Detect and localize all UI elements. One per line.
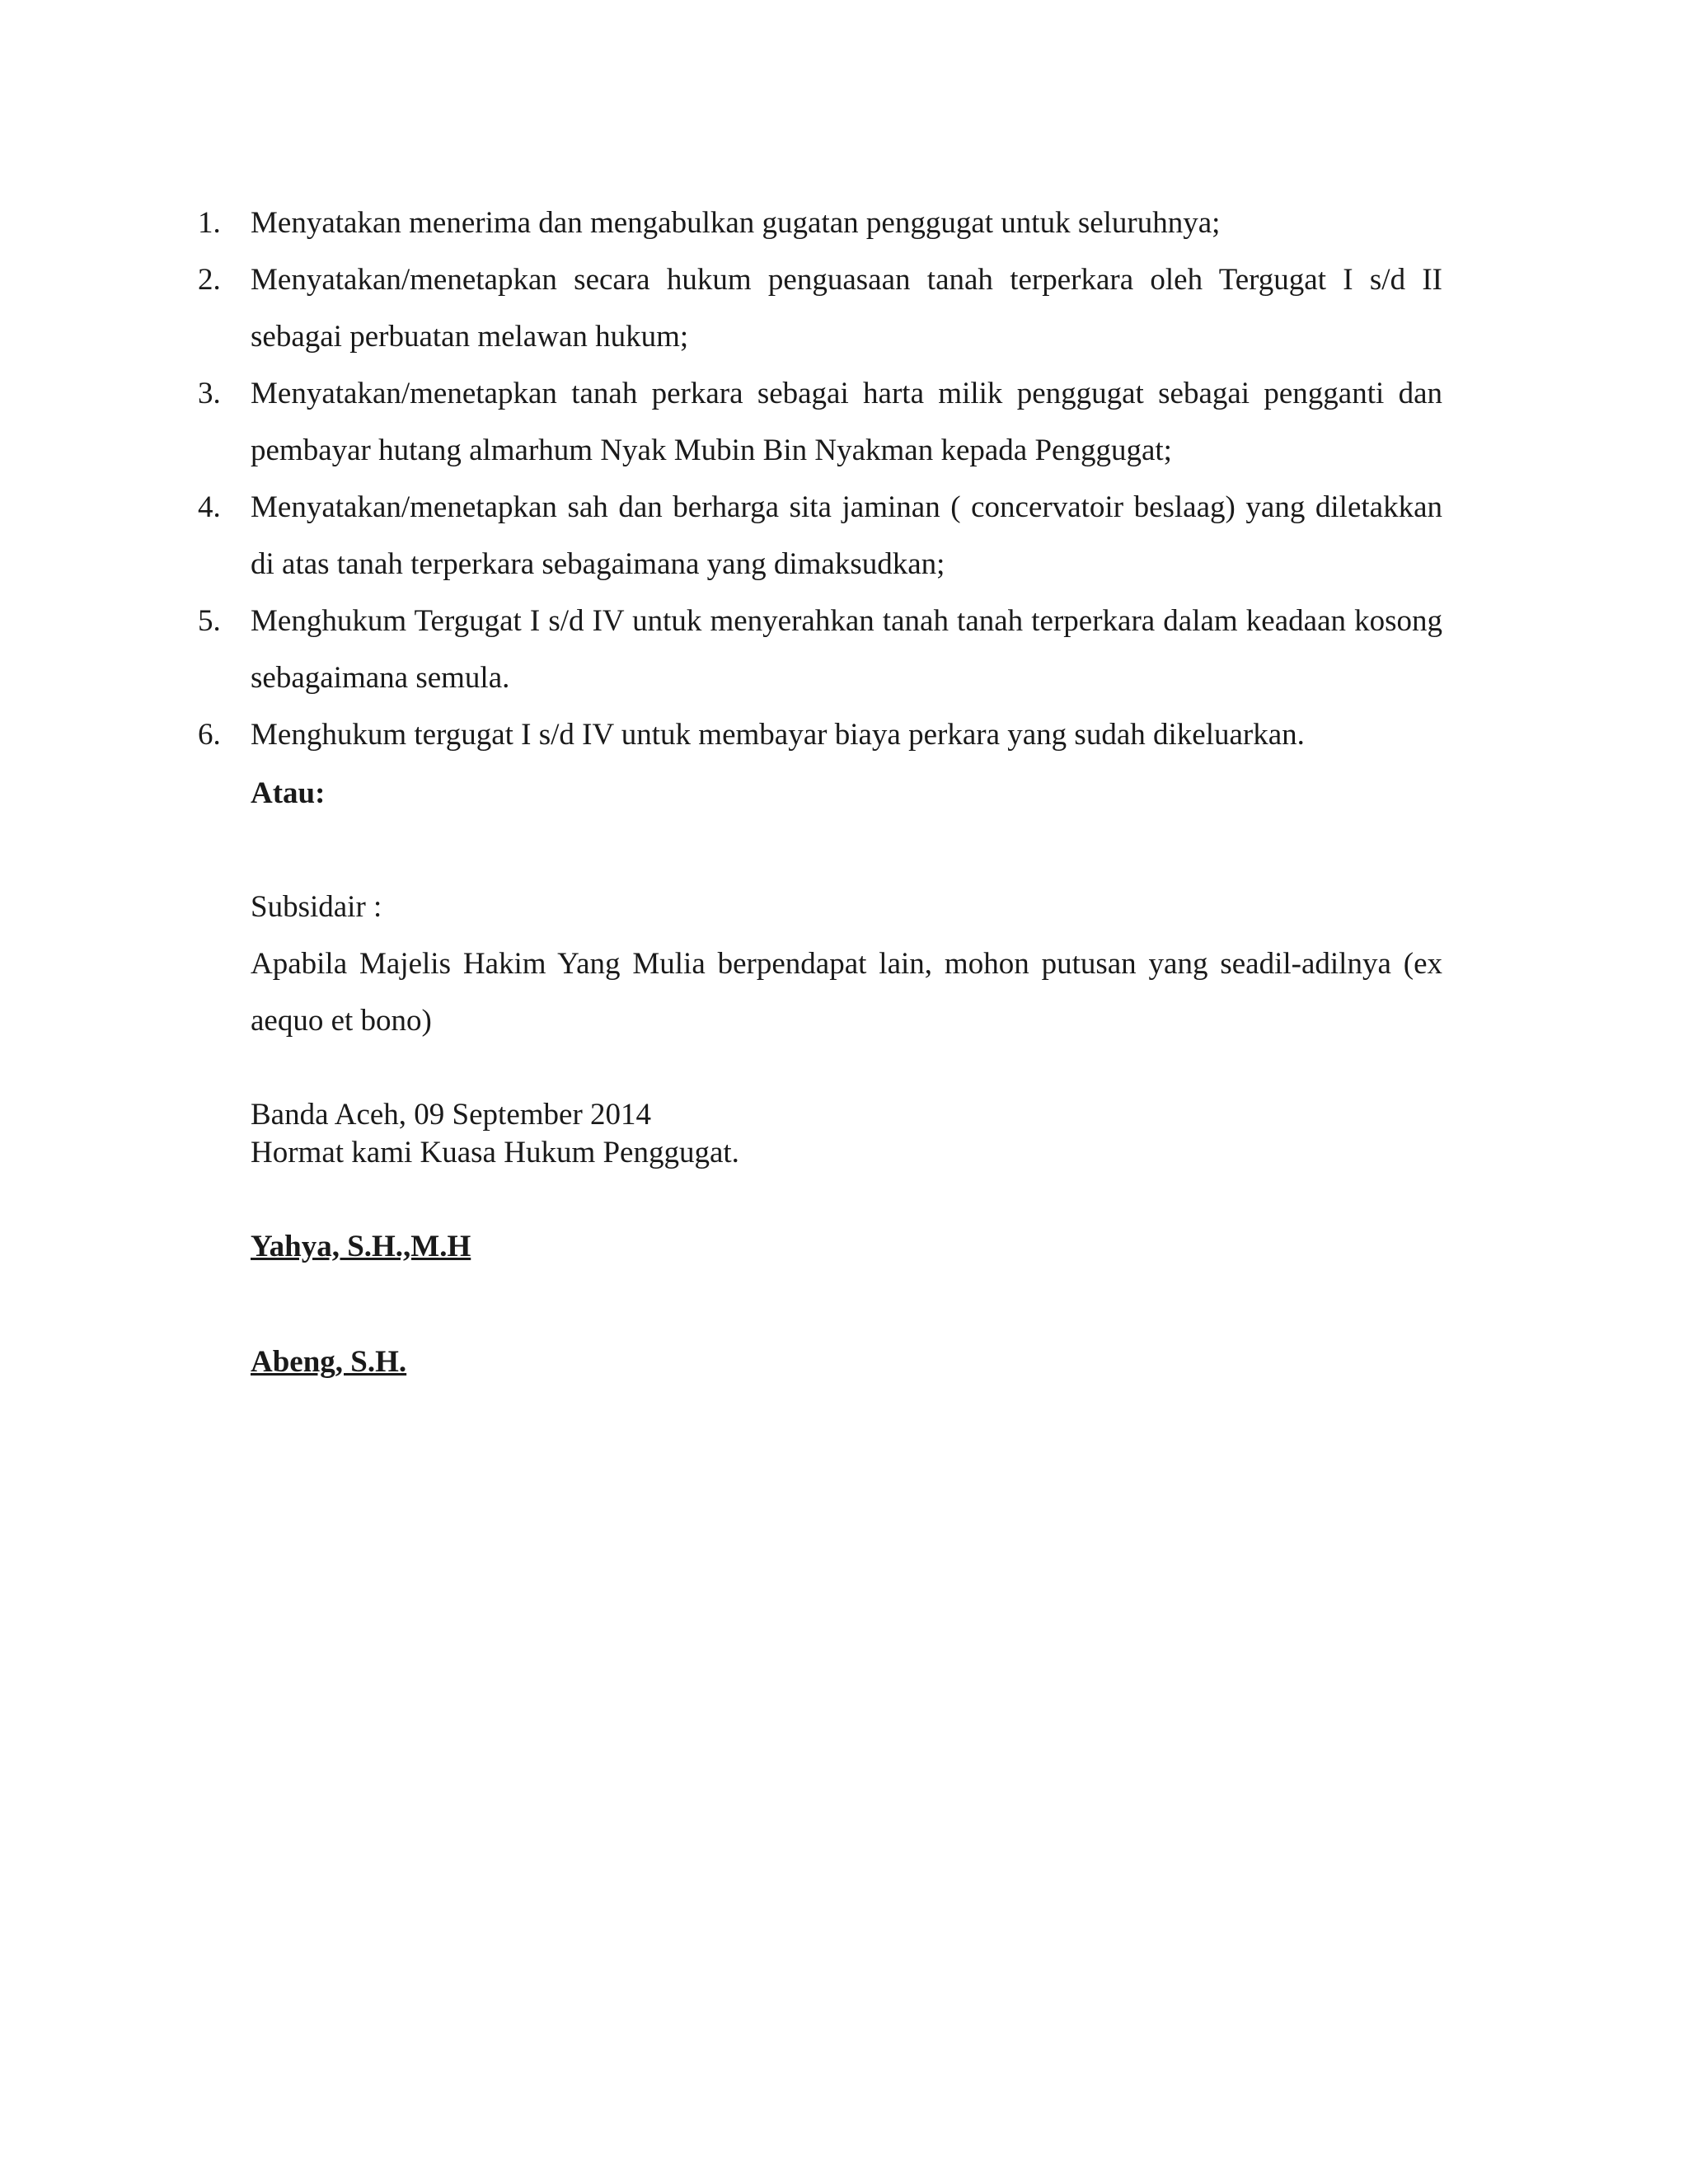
closing-regards: Hormat kami Kuasa Hukum Penggugat. xyxy=(251,1136,739,1169)
list-item xyxy=(198,479,1442,593)
list-item xyxy=(198,365,1442,479)
subsidair-text: Apabila Majelis Hakim Yang Mulia berpendapat lain, mohon putusan yang seadil-adilnya (ex aequo et bono) xyxy=(251,947,1442,1038)
list-item-text: Menyatakan/menetapkan secara hukum penguasaan tanah terperkara oleh Tergugat I s/d II sebagai perbuatan melawan hukum; xyxy=(251,263,1442,354)
list-item-number: 6. xyxy=(198,718,221,752)
list-item-text: Menyatakan/menetapkan tanah perkara sebagai harta milik penggugat sebagai pengganti dan pembayar hutang almarhum Nyak Mubin Bin Nyakman kepada Penggugat; xyxy=(251,377,1442,467)
atau-heading: Atau: xyxy=(251,776,326,810)
subsidair-label: Subsidair : xyxy=(251,890,382,924)
list-item-number: 4. xyxy=(198,490,221,524)
list-item-text: Menyatakan menerima dan mengabulkan gugatan penggugat untuk seluruhnya; xyxy=(251,206,1221,240)
list-item-number: 1. xyxy=(198,206,221,240)
list-item xyxy=(198,593,1442,706)
list-item xyxy=(198,706,1442,763)
list-item xyxy=(198,251,1442,365)
signatory-name: Yahya, S.H.,M.H xyxy=(251,1230,471,1263)
list-item-number: 3. xyxy=(198,377,221,410)
signatory-name: Abeng, S.H. xyxy=(251,1345,407,1379)
list-item xyxy=(198,194,1442,251)
list-item-number: 5. xyxy=(198,604,221,638)
list-item-text: Menghukum tergugat I s/d IV untuk membayar biaya perkara yang sudah dikeluarkan. xyxy=(251,718,1305,752)
list-item-text: Menghukum Tergugat I s/d IV untuk menyerahkan tanah tanah terperkara dalam keadaan kosong sebagaimana semula. xyxy=(251,604,1442,695)
place-date: Banda Aceh, 09 September 2014 xyxy=(251,1098,652,1132)
list-item-text: Menyatakan/menetapkan sah dan berharga sita jaminan ( concervatoir beslaag) yang diletakkan di atas tanah terperkara sebagaimana yang dimaksudkan; xyxy=(251,490,1442,581)
petition-list xyxy=(198,194,1442,763)
list-item-number: 2. xyxy=(198,263,221,297)
